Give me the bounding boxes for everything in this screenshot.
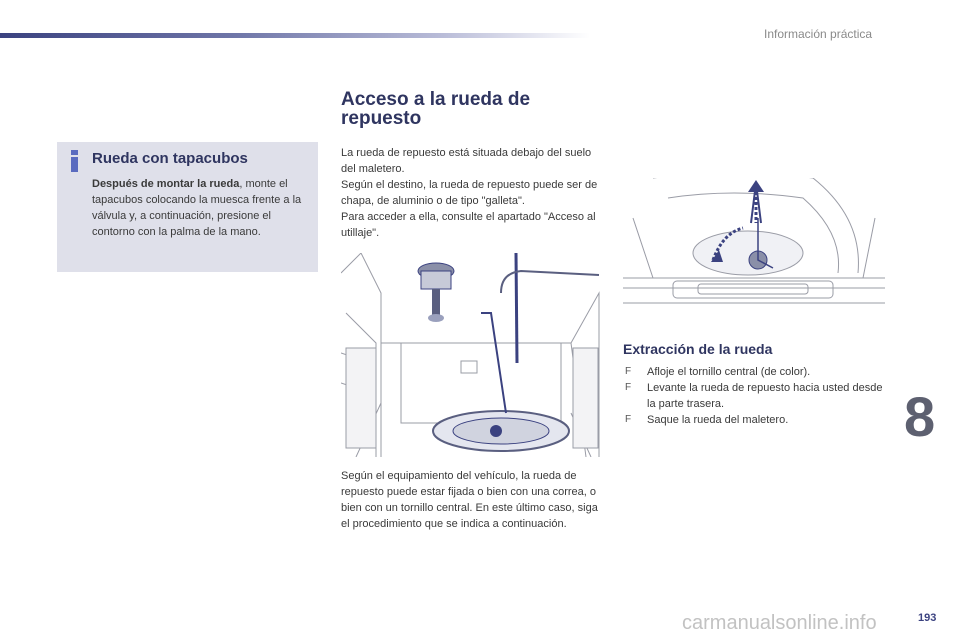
bullet-glyph: F [625,366,632,377]
section-subtitle: Extracción de la rueda [623,341,773,357]
section-title: Información práctica [764,27,873,41]
page-title: Acceso a la rueda de repuesto [341,89,531,129]
note-text: Según el equipamiento del vehículo, la rueda de repuesto puede estar fijada o bien con una correa, o bien con un tornillo central. En este último caso, siga el procedimiento que se indica a continuación. [341,470,598,530]
info-box-body-text: , monte el tapacubos colocando la muesca frente a la válvula y, a continuación, presione el contorno con la palma de la mano. [92,178,302,238]
step-text: Saque la rueda del maletero. [647,414,789,426]
list-item [623,380,888,412]
intro-line: Para acceder a ella, consulte el apartado "Acceso al utillaje". [341,211,596,239]
info-box-title: Rueda con tapacubos [92,150,248,167]
page-number: 193 [918,612,937,624]
intro-line: La rueda de repuesto está situada debajo del suelo del maletero. [341,147,592,175]
step-text: Afloje el tornillo central (de color). [647,366,811,378]
trunk-illustration [341,253,601,457]
bullet-glyph: F [625,382,632,393]
chapter-number: 8 [904,385,936,448]
watermark: carmanualsonline.info [682,612,877,634]
info-box-body-bold: Después de montar la rueda [92,178,240,190]
spare-wheel-illustration [623,178,885,312]
header-gradient-bar [0,33,590,38]
intro-text [341,145,601,241]
removal-steps-list [623,364,888,428]
list-item [623,412,888,428]
info-icon [70,150,80,172]
bullet-glyph: F [625,414,632,425]
info-box-body [92,176,302,240]
step-text: Levante la rueda de repuesto hacia usted desde la parte trasera. [647,382,883,410]
list-item [623,364,888,380]
intro-line: Según el destino, la rueda de repuesto puede ser de chapa, de aluminio o de tipo "galleta". [341,179,598,207]
